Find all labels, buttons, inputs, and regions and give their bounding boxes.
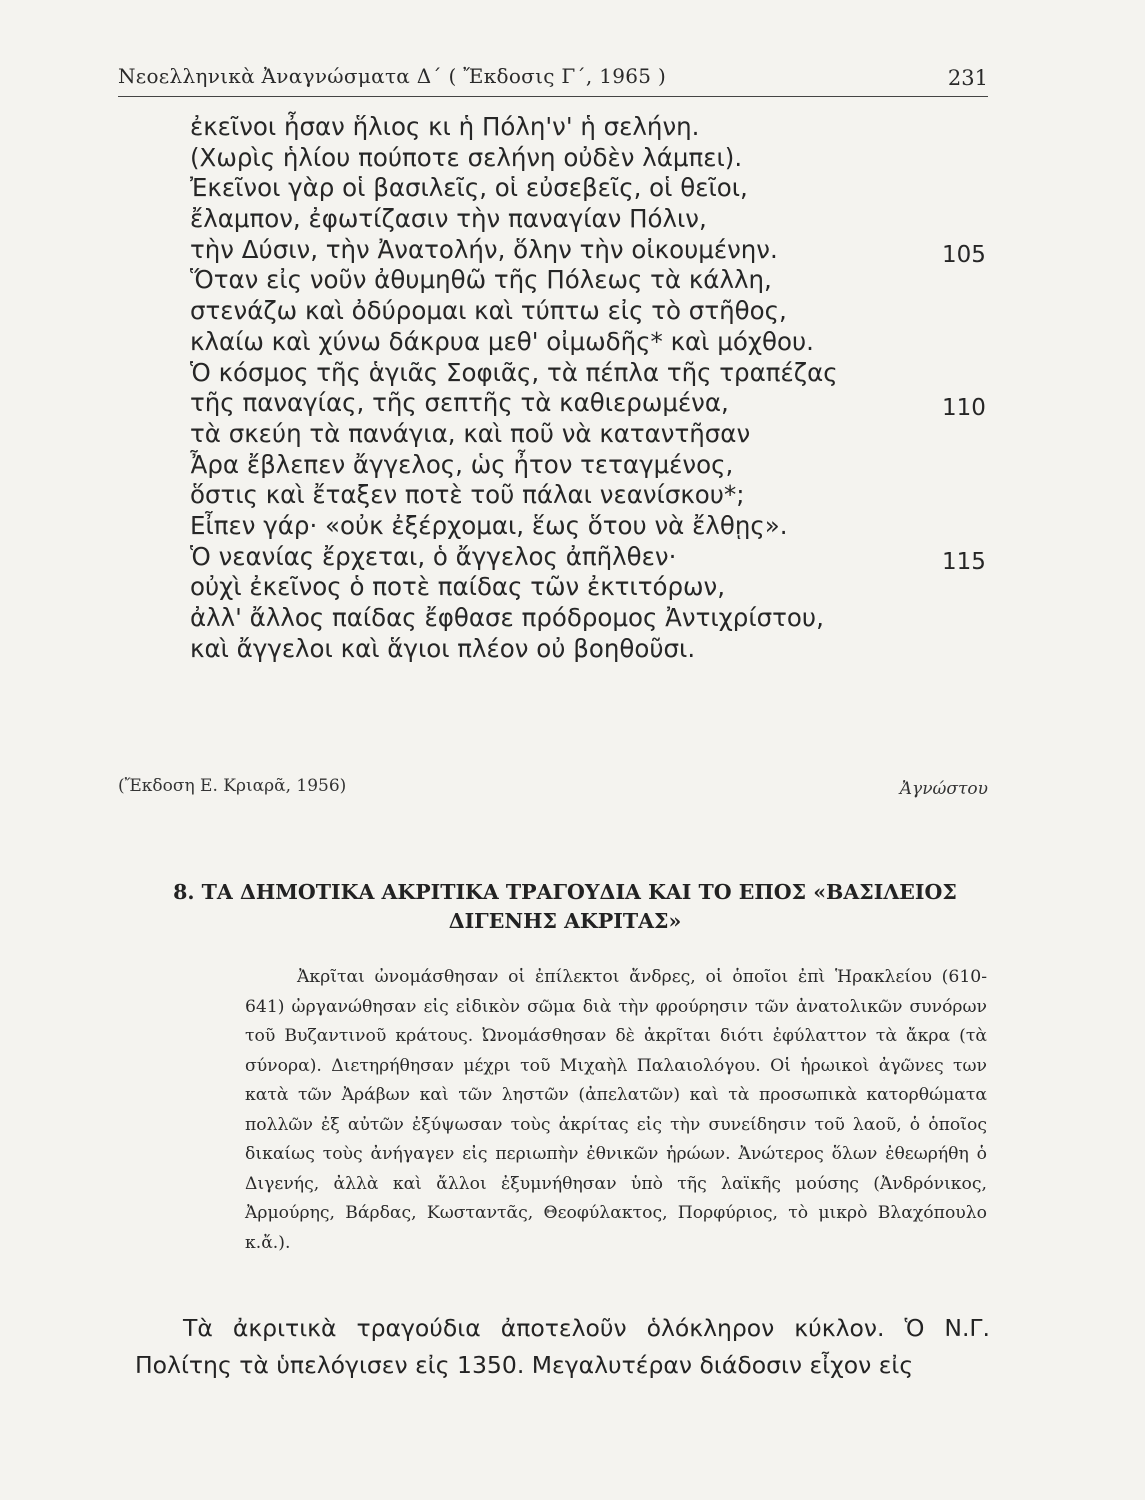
poem-line: ἀλλ' ἄλλος παίδας ἔφθασε πρόδρομος Ἀντιχρίστου, (190, 603, 824, 632)
poem-line: Ὅταν εἰς νοῦν ἀθυμηθῶ τῆς Πόλεως τὰ κάλλη, (190, 265, 772, 295)
poem-line: οὐχὶ ἐκεῖνος ὁ ποτὲ παίδας τῶν ἐκτιτόρων, (190, 572, 725, 602)
poem-line: τὰ σκεύη τὰ πανάγια, καὶ ποῦ νὰ καταντῆσαν (190, 418, 751, 448)
poem-line: Ὁ νεανίας ἔρχεται, ὁ ἄγγελος ἀπῆλθεν· 115 (190, 542, 990, 573)
line-number: 105 (942, 241, 986, 268)
poem-line: ὅστις καὶ ἔταξεν ποτὲ τοῦ πάλαι νεανίσκου*; (190, 480, 745, 510)
page-number: 231 (947, 66, 988, 90)
poem-line: τὴν Δύσιν, τὴν Ἀνατολήν, ὅλην τὴν οἰκουμένην. 105 (190, 235, 990, 266)
intro-paragraph: Ἀκρῖται ὠνομάσθησαν οἱ ἐπίλεκτοι ἄνδρες, οἱ ὁποῖοι ἐπὶ Ἡρακλείου (610-641) ὠργανώθησαν εἰς εἰδικὸν σῶμα διὰ τὴν φρούρησιν τῶν ἀνατολικῶν συνόρων τοῦ Βυζαντινοῦ κράτους. Ὠνομάσθησαν δὲ ἀκρῖται διότι ἐφύλαττον τὰ ἄκρα (τὰ σύνορα). Διετηρήθησαν μέχρι τοῦ Μιχαὴλ Παλαιολόγου. Οἱ ἡρωικοὶ ἀγῶνες των κατὰ τῶν Ἀράβων καὶ τῶν ληστῶν (ἀπελατῶν) καὶ τὰ προσωπικὰ κατορθώματα πολλῶν ἐξ αὐτῶν ἐξύψωσαν τοὺς ἀκρίτας εἰς τὴν συνείδησιν τοῦ λαοῦ, ὁ ὁποῖος δικαίως τοὺς ἀνήγαγεν εἰς περιωπὴν ἐθνικῶν ἡρώων. Ἀνώτερος ὅλων ἐθεωρήθη ὁ Διγενής, ἀλλὰ καὶ ἄλλοι ἐξυμνήθησαν ὑπὸ τῆς λαϊκῆς μούσης (Ἀνδρόνικος, Ἀρμούρης, Βάρδας, Κωσταντᾶς, Θεοφύλακτος, Πορφύριος, τὸ μικρὸ Βλαχόπουλο κ.ἄ.). (245, 967, 987, 1253)
section-heading (135, 878, 995, 936)
poem-line: κλαίω καὶ χύνω δάκρυα μεθ' οἰμωδῆς* καὶ μόχθου. (190, 326, 814, 356)
poem-line: ἔλαμπον, ἐφωτίζασιν τὴν παναγίαν Πόλιν, (190, 204, 707, 234)
line-number: 115 (942, 548, 986, 575)
section-heading-line1: 8. ΤΑ ΔΗΜΟΤΙΚΑ ΑΚΡΙΤΙΚΑ ΤΡΑΓΟΥΔΙΑ ΚΑΙ ΤΟ ΕΠΟΣ «ΒΑΣΙΛΕΙΟΣ (173, 880, 957, 904)
poem-attribution (118, 776, 988, 806)
poem (190, 112, 990, 664)
poem-line: τῆς παναγίας, τῆς σεπτῆς τὰ καθιερωμένα, 110 (190, 388, 990, 419)
poem-line: Ἆρα ἔβλεπεν ἄγγελος, ὡς ἦτον τεταγμένος, (190, 449, 734, 479)
poem-line: στενάζω καὶ ὀδύρομαι καὶ τύπτω εἰς τὸ στῆθος, (190, 296, 787, 326)
poem-line: Εἶπεν γάρ· «οὐκ ἐξέρχομαι, ἕως ὅτου νὰ ἔλθῃς». (190, 510, 788, 540)
poem-line: Ἐκεῖνοι γὰρ οἱ βασιλεῖς, οἱ εὐσεβεῖς, οἱ θεῖοι, (190, 173, 748, 203)
poem-line: καὶ ἄγγελοι καὶ ἅγιοι πλέον οὐ βοηθοῦσι. (190, 633, 696, 663)
author-name: Ἀγνώστου (899, 779, 988, 799)
poem-line: ἐκεῖνοι ἦσαν ἥλιος κι ἡ Πόλη'ν' ἡ σελήνη. (190, 112, 700, 141)
poem-line: (Χωρὶς ἡλίου πούποτε σελήνη οὐδὲν λάμπει). (190, 142, 743, 172)
edition-source: (Ἔκδοση Ε. Κριαρᾶ, 1956) (118, 776, 347, 796)
line-number: 110 (942, 395, 986, 422)
body-paragraph: Τὰ ἀκριτικὰ τραγούδια ἀποτελοῦν ὁλόκληρον κύκλον. Ὁ Ν.Γ. Πολίτης τὰ ὑπελόγισεν εἰς 1350. Μεγαλυτέραν διάδοσιν εἶχον εἰς (135, 1314, 990, 1379)
poem-line: Ὁ κόσμος τῆς ἁγιᾶς Σοφιᾶς, τὰ πέπλα τῆς τραπέζας (190, 357, 838, 387)
header-title: Νεοελληνικὰ Ἀναγνώσματα Δ΄ ( Ἔκδοσις Γ΄, 1965 ) (118, 64, 667, 88)
section-heading-line2: ΔΙΓΕΝΗΣ ΑΚΡΙΤΑΣ» (448, 909, 682, 933)
running-header (118, 60, 988, 97)
